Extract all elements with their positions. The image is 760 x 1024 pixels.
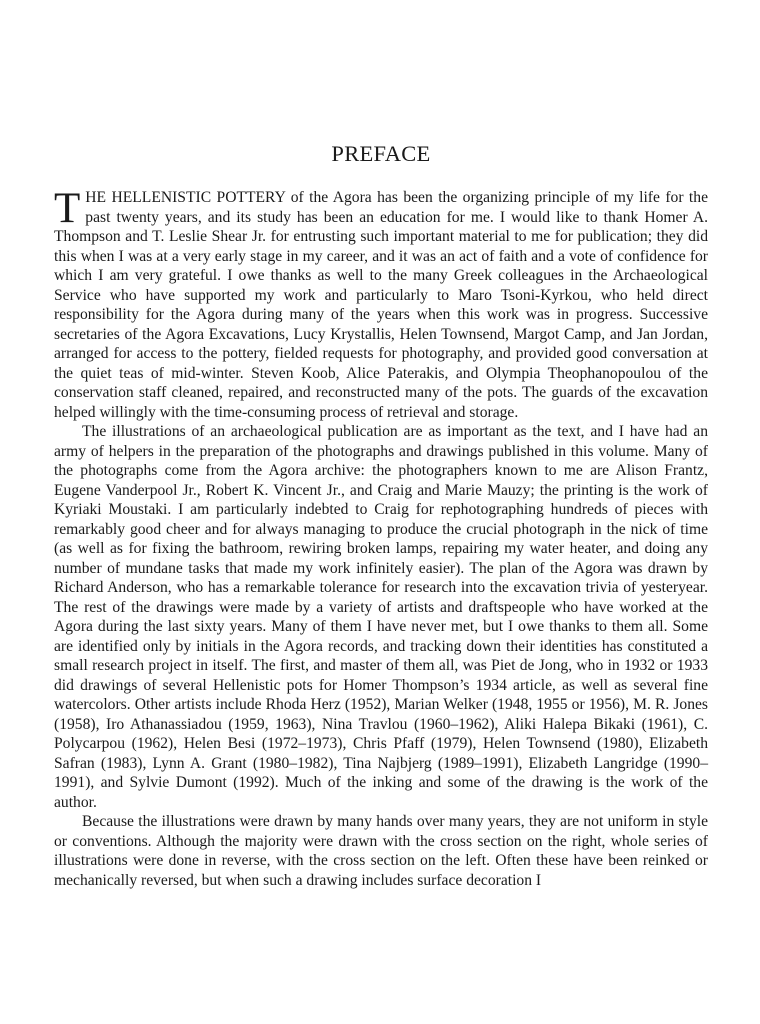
page-title: PREFACE xyxy=(331,141,431,166)
preface-body xyxy=(54,185,708,890)
paragraph-3: Because the illustrations were drawn by many hands over many years, they are not uniform in style or conventions. Although the majority were drawn with the cross section on the right, whole series of illustrations were done in reverse, with the cross section on the left. Often these have been reinked or mechanically reversed, but when such a drawing includes surface decoration I xyxy=(54,813,708,889)
paragraph-text: of the Agora has been the organizing principle of my life for the past twenty years, and its study has been an education for me. I would like to thank Homer A. Thompson and T. Leslie Shear Jr. for entrusting such important material to me for publication; they did this when I was at a very early stage in my career, and it was an act of faith and a vote of confidence for which I am very grateful. I owe thanks as well to the many Greek colleagues in the Archaeological Service who have supported my work and particularly to Maro Tsoni-Kyrkou, who held direct responsibility for the Agora during many of the years when this work was in progress. Successive secretaries of the Agora Excavations, Lucy Krystallis, Helen Townsend, Margot Camp, and Jan Jordan, arranged for access to the pottery, fielded requests for photography, and provided good conversation at the quiet teas of mid-winter. Steven Koob, Alice Paterakis, and Olympia Theophanopoulou of the conservation staff cleaned, repaired, and reconstructed many of the pots. The guards of the excavation helped willingly with the time-consuming process of retrieval and storage. xyxy=(54,189,708,421)
drop-cap: T xyxy=(54,185,81,232)
paragraph-1 xyxy=(54,185,708,422)
paragraph-2: The illustrations of an archaeological publication are as important as the text, and I have had an army of helpers in the preparation of the photographs and drawings published in this volume. Many of the photographs come from the Agora archive: the photographers known to me are Alison Frantz, Eugene Vanderpool Jr., Robert K. Vincent Jr., and Craig and Marie Mauzy; the printing is the work of Kyriaki Moustaki. I am particularly indebted to Craig for rephotographing hundreds of pieces with remarkably good cheer and for always managing to produce the crucial photograph in the nick of time (as well as for fixing the bathroom, rewiring broken lamps, repairing my water heater, and doing any number of mundane tasks that made my work infinitely easier). The plan of the Agora was drawn by Richard Anderson, who has a remarkable tolerance for research into the excavation trivia of yesteryear. The rest of the drawings were made by a variety of artists and draftspeople who have worked at the Agora during the last sixty years. Many of them I have never met, but I owe thanks to them all. Some are identified only by initials in the Agora records, and tracking down their identities has constituted a small research project in itself. The first, and master of them all, was Piet de Jong, who in 1932 or 1933 did drawings of several Hellenistic pots for Homer Thompson’s 1934 article, as well as several fine watercolors. Other artists include Rhoda Herz (1952), Marian Welker (1948, 1955 or 1956), M. R. Jones (1958), Iro Athanassiadou (1959, 1963), Nina Travlou (1960–1962), Aliki Halepa Bikaki (1961), C. Polycarpou (1962), Helen Besi (1972–1973), Chris Pfaff (1979), Helen Townsend (1980), Elizabeth Safran (1983), Lynn A. Grant (1980–1982), Tina Najbjerg (1989–1991), Elizabeth Langridge (1990–1991), and Sylvie Dumont (1992). Much of the inking and some of the drawing is the work of the author. xyxy=(54,423,708,811)
paragraph-lead: HE HELLENISTIC POTTERY xyxy=(85,189,286,206)
